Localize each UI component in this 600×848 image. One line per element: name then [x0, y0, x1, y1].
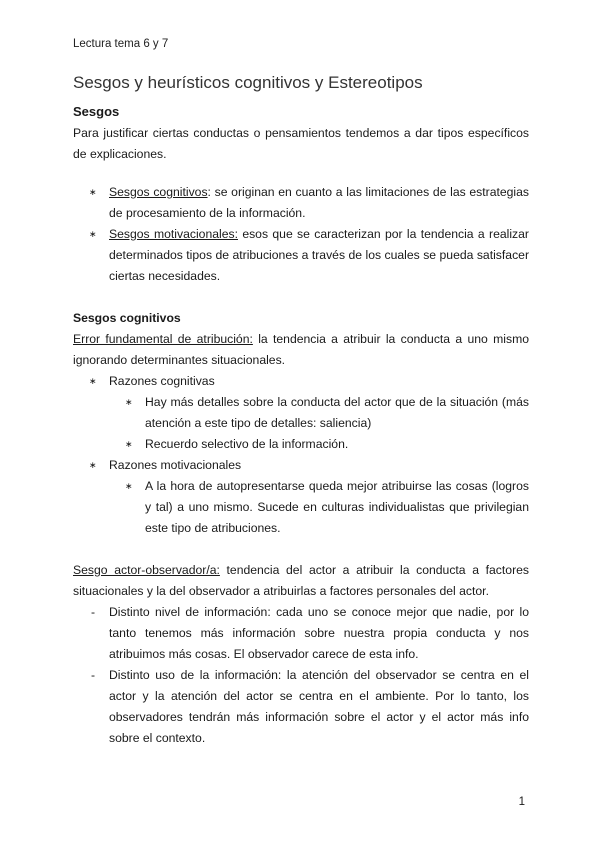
- list-item: [73, 602, 529, 665]
- bullet-marker: ∗: [89, 229, 97, 239]
- bullet-marker: ∗: [125, 439, 133, 449]
- sesgos-types-list: [73, 182, 529, 287]
- list-item: [73, 371, 529, 392]
- document-title: Sesgos y heurísticos cognitivos y Estereotipos: [73, 73, 423, 92]
- list-item: [73, 182, 529, 224]
- term-sesgos-cognitivos: Sesgos cognitivos: [109, 185, 208, 199]
- sao-paragraph: [73, 560, 529, 602]
- term-sesgos-motivacionales: Sesgos motivacionales:: [109, 227, 238, 241]
- page-number: 1: [518, 796, 525, 808]
- cognitive-reasons-sublist: [73, 392, 529, 455]
- bullet-marker: ∗: [89, 187, 97, 197]
- motivational-reasons-sublist: [73, 476, 529, 539]
- list-item: [73, 665, 529, 749]
- reasons-list: [73, 455, 529, 476]
- sub-item-text: Recuerdo selectivo de la información.: [145, 437, 349, 451]
- sao-reasons-list: [73, 602, 529, 749]
- list-item: [73, 434, 529, 455]
- definition-text: la tendencia a atribuir la conducta a uno mismo ignorando determinantes situacionales.: [73, 332, 530, 367]
- list-item: [73, 476, 529, 539]
- definition-text: : se originan en cuanto a las limitaciones de las estrategias de procesamiento de la información.: [109, 185, 529, 220]
- bullet-marker: ∗: [125, 397, 133, 407]
- section-heading-sesgos-cognitivos: Sesgos cognitivos: [73, 311, 181, 325]
- dash-marker: -: [91, 605, 96, 619]
- sub-item-text: A la hora de autopresentarse queda mejor atribuirse las cosas (logros y tal) a uno mismo. Sucede en culturas individualistas que privilegian este tipo de atribuciones.: [145, 479, 529, 535]
- list-item: [73, 455, 529, 476]
- reason-label: Razones cognitivas: [109, 374, 215, 388]
- sub-item-text: Hay más detalles sobre la conducta del actor que de la situación (más atención a este tipo de detalles: saliencia): [145, 395, 529, 430]
- list-item: [73, 392, 529, 434]
- section-heading-sesgos: Sesgos: [73, 104, 120, 119]
- page-header: Lectura tema 6 y 7: [73, 38, 169, 50]
- dash-marker: -: [91, 668, 96, 682]
- list-item: [73, 224, 529, 287]
- intro-paragraph: Para justificar ciertas conductas o pensamientos tendemos a dar tipos específicos de explicaciones.: [73, 126, 529, 161]
- bullet-marker: ∗: [89, 376, 97, 386]
- term-error-fundamental: Error fundamental de atribución:: [73, 332, 253, 346]
- document-body: [73, 102, 529, 749]
- term-sesgo-actor-observador: Sesgo actor-observador/a:: [73, 563, 220, 577]
- definition-text: esos que se caracterizan por la tendencia a realizar determinados tipos de atribuciones a través de los cuales se pueda satisfacer ciertas necesidades.: [109, 227, 529, 283]
- definition-text: tendencia del actor a atribuir la conducta a factores situacionales y la del observador a atribuirlas a factores personales del actor.: [73, 563, 529, 598]
- efa-paragraph: [73, 329, 529, 371]
- bullet-marker: ∗: [89, 460, 97, 470]
- list-item-text: Distinto uso de la información: la atención del observador se centra en el actor y la atención del actor se centra en el ambiente. Por lo tanto, los observadores tendrán más información sobre el actor y el actor más info sobre el contexto.: [109, 668, 529, 745]
- reason-label: Razones motivacionales: [109, 458, 242, 472]
- reasons-list: [73, 371, 529, 392]
- list-item-text: Distinto nivel de información: cada uno se conoce mejor que nadie, por lo tanto tenemos más información sobre nuestra propia conducta y nos atribuimos más cosas. El observador carece de esta info.: [109, 605, 529, 661]
- bullet-marker: ∗: [125, 481, 133, 491]
